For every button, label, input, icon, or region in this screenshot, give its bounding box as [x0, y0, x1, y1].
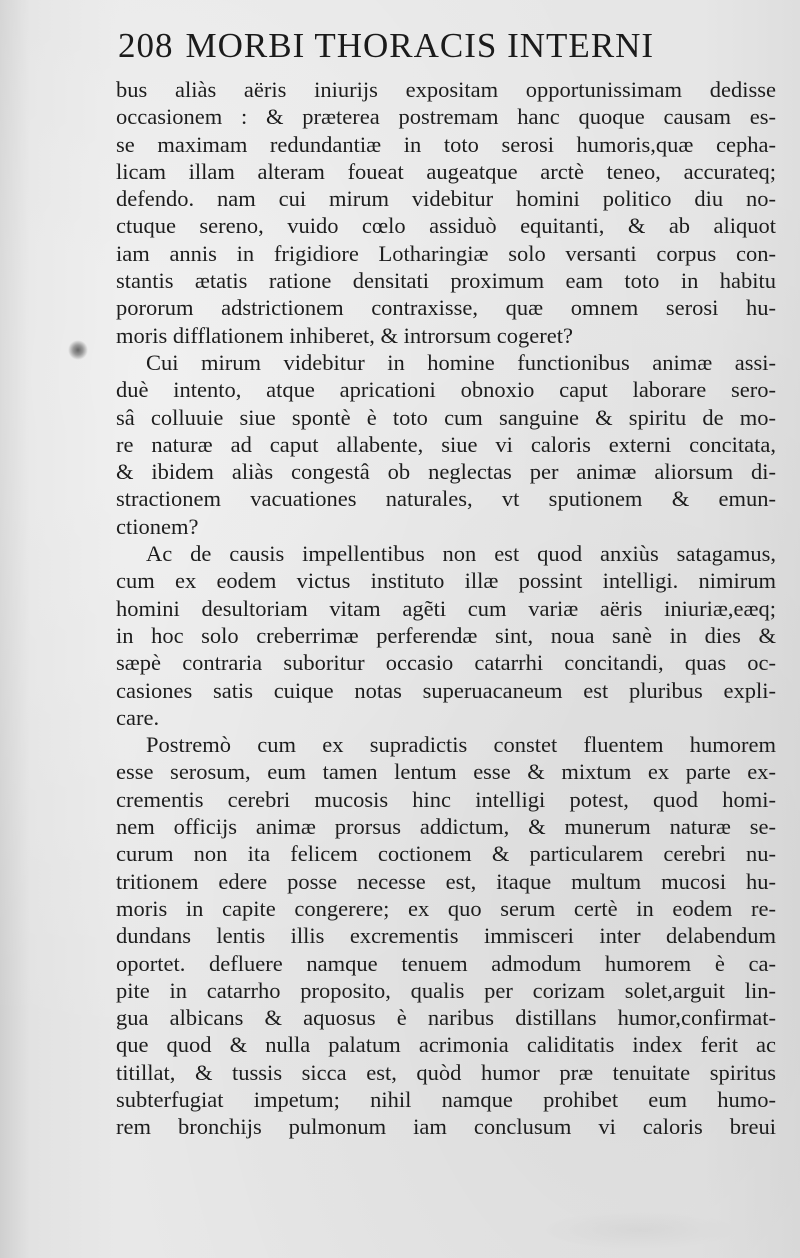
running-header [118, 26, 778, 66]
text-line: licam illam alteram foueat augeatque arctè teneo, accurateq; [116, 158, 776, 184]
ink-spot [68, 340, 88, 360]
text-line: tritionem edere posse necesse est, itaque multum mucosi hu- [116, 868, 776, 894]
text-line: que quod & nulla palatum acrimonia caliditatis index ferit ac [116, 1032, 776, 1058]
text-line: casiones satis cuique notas superuacaneum est pluribus expli- [116, 677, 776, 703]
text-line: rem bronchijs pulmonum iam conclusum vi caloris breui [116, 1114, 776, 1140]
text-line: & ibidem aliàs congestâ ob neglectas per animæ aliorsum di- [116, 459, 776, 485]
text-line: esse serosum, eum tamen lentum esse & mixtum ex parte ex- [116, 759, 776, 785]
text-line: sâ colluuie siue spontè è toto cum sanguine & spiritu de mo- [116, 404, 776, 430]
running-title: MORBI THORACIS INTERNI [185, 26, 655, 65]
text-line: stantis ætatis ratione densitati proximum eam toto in habitu [116, 268, 776, 294]
text-line: re naturæ ad caput allabente, siue vi caloris externi concitata, [116, 431, 776, 457]
text-line: gua albicans & aquosus è naribus distillans humor,confirmat- [116, 1005, 776, 1031]
text-line: defendo. nam cui mirum videbitur homini politico diu no- [116, 186, 776, 212]
text-line: oportet. defluere namque tenuem admodum humorem è ca- [116, 950, 776, 976]
text-line: pororum adstrictionem contraxisse, quæ omnem serosi hu- [116, 295, 776, 321]
text-line: sæpè contraria suboritur occasio catarrhi concitandi, quas oc- [116, 650, 776, 676]
text-line: se maximam redundantiæ in toto serosi humoris,quæ cepha- [116, 131, 776, 157]
text-line: bus aliàs aëris iniurijs expositam opportunissimam dedisse [116, 77, 776, 102]
text-line: curum non ita felicem coctionem & particularem cerebri nu- [116, 841, 776, 867]
text-line: crementis cerebri mucosis hinc intelligi potest, quod homi- [116, 786, 776, 812]
text-line: titillat, & tussis sicca est, quòd humor præ tenuitate spiritus [116, 1059, 776, 1085]
page-smudge [540, 1210, 740, 1250]
text-line: occasionem : & præterea postremam hanc quoque causam es- [116, 104, 776, 130]
page-text-body [116, 76, 776, 1141]
page-number: 208 [118, 26, 174, 65]
text-line: iam annis in frigidiore Lotharingiæ solo versanti corpus con- [116, 240, 776, 266]
text-line: moris difflationem inhiberet, & introrsum cogeret? [116, 322, 573, 348]
text-line: nem officijs animæ prorsus addictum, & munerum naturæ se- [116, 814, 776, 840]
text-line: Postremò cum ex supradictis constet fluentem humorem [146, 732, 776, 758]
text-line: stractionem vacuationes naturales, vt sputionem & emun- [116, 486, 776, 512]
text-line: ctuque sereno, vuido cœlo assiduò equitanti, & ab aliquot [116, 213, 776, 239]
text-line: subterfugiat impetum; nihil namque prohibet eum humo- [116, 1086, 776, 1112]
text-line: in hoc solo creberrimæ perferendæ sint, noua sanè in dies & [116, 622, 776, 648]
text-line: moris in capite congerere; ex quo serum certè in eodem re- [116, 895, 776, 921]
text-line: Ac de causis impellentibus non est quod anxiùs satagamus, [146, 541, 776, 567]
text-line: Cui mirum videbitur in homine functionibus animæ assi- [146, 349, 776, 375]
text-line: dundans lentis illis excrementis immisceri inter delabendum [116, 923, 776, 949]
text-line: care. [116, 704, 160, 730]
text-line: pite in catarrho proposito, qualis per corizam solet,arguit lin- [116, 977, 776, 1003]
text-line: duè intento, atque apricationi obnoxio caput laborare sero- [116, 377, 776, 403]
text-line: homini desultoriam vitam agẽti cum variæ aëris iniuriæ,eæq; [116, 595, 776, 621]
text-line: ctionem? [116, 513, 199, 539]
text-line: cum ex eodem victus instituto illæ possint intelligi. nimirum [116, 568, 776, 594]
